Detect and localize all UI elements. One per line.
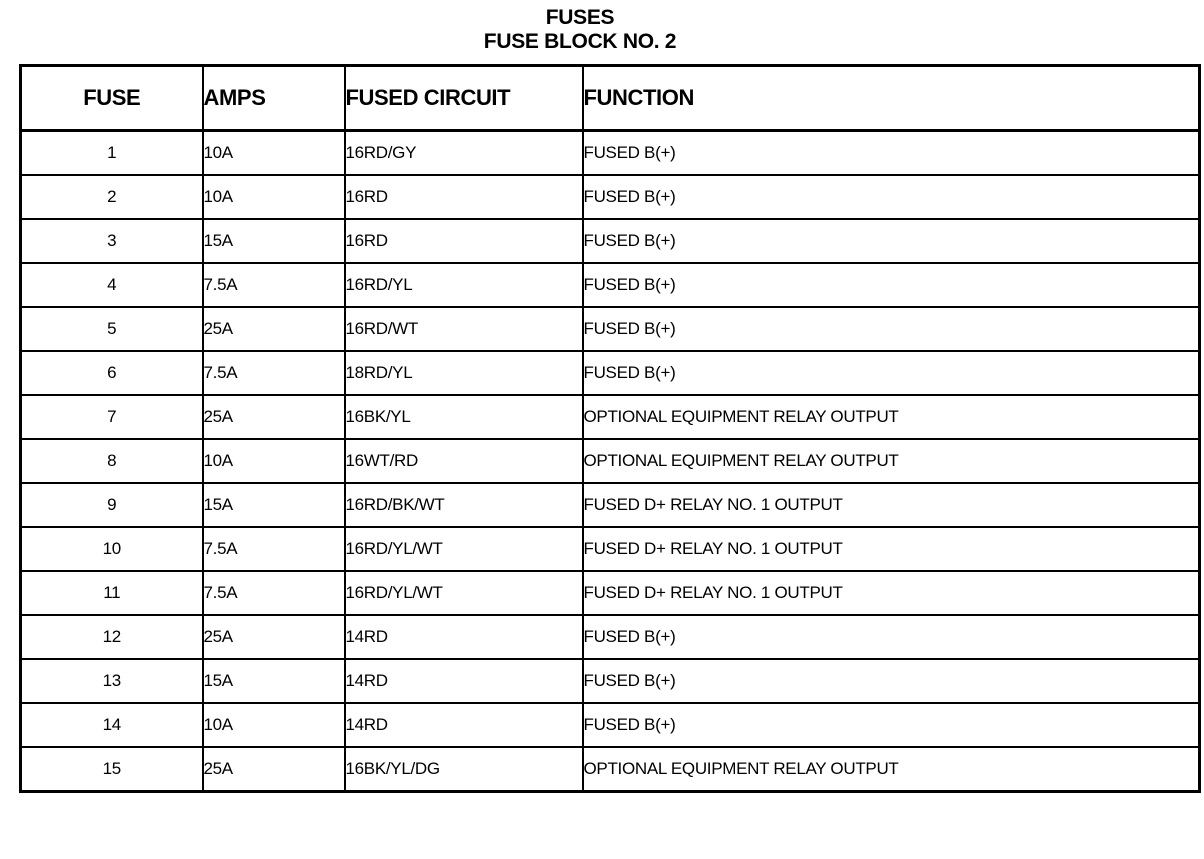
title-line-1: FUSES: [545, 6, 615, 29]
column-header-function: FUNCTION: [583, 66, 1200, 131]
amps-cell: 25A: [203, 747, 345, 792]
fused-circuit-cell: 14RD: [345, 615, 583, 659]
table-row: [21, 263, 1200, 307]
table-row: [21, 395, 1200, 439]
function-cell: FUSED B(+): [583, 659, 1200, 703]
table-row: [21, 351, 1200, 395]
fuse-table-body: [21, 131, 1200, 792]
fused-circuit-cell: 16RD: [345, 219, 583, 263]
title-line-2: FUSE BLOCK NO. 2: [483, 30, 677, 53]
amps-cell: 15A: [203, 483, 345, 527]
function-cell: OPTIONAL EQUIPMENT RELAY OUTPUT: [583, 395, 1200, 439]
amps-cell: 10A: [203, 439, 345, 483]
amps-cell: 10A: [203, 175, 345, 219]
table-row: [21, 571, 1200, 615]
column-header-fuse: FUSE: [21, 66, 203, 131]
fused-circuit-cell: 16WT/RD: [345, 439, 583, 483]
fuse-number-cell: 7: [21, 395, 203, 439]
fused-circuit-cell: 16RD/GY: [345, 131, 583, 176]
function-cell: FUSED D+ RELAY NO. 1 OUTPUT: [583, 483, 1200, 527]
fused-circuit-cell: 16RD/YL/WT: [345, 527, 583, 571]
fused-circuit-cell: 16RD/WT: [345, 307, 583, 351]
column-header-fused-circuit: FUSED CIRCUIT: [345, 66, 583, 131]
fuse-number-cell: 13: [21, 659, 203, 703]
table-row: [21, 747, 1200, 792]
amps-cell: 7.5A: [203, 263, 345, 307]
fuse-table: [19, 64, 1201, 793]
fused-circuit-cell: 18RD/YL: [345, 351, 583, 395]
fused-circuit-cell: 16RD/YL: [345, 263, 583, 307]
table-row: [21, 175, 1200, 219]
table-row: [21, 527, 1200, 571]
fuse-number-cell: 14: [21, 703, 203, 747]
amps-cell: 7.5A: [203, 527, 345, 571]
amps-cell: 7.5A: [203, 571, 345, 615]
amps-cell: 25A: [203, 395, 345, 439]
function-cell: FUSED B(+): [583, 175, 1200, 219]
amps-cell: 25A: [203, 307, 345, 351]
fuse-number-cell: 5: [21, 307, 203, 351]
function-cell: FUSED B(+): [583, 351, 1200, 395]
fused-circuit-cell: 16RD/YL/WT: [345, 571, 583, 615]
fused-circuit-cell: 16BK/YL: [345, 395, 583, 439]
document-title: [0, 6, 1160, 54]
fused-circuit-cell: 16RD: [345, 175, 583, 219]
function-cell: OPTIONAL EQUIPMENT RELAY OUTPUT: [583, 439, 1200, 483]
function-cell: FUSED B(+): [583, 219, 1200, 263]
amps-cell: 25A: [203, 615, 345, 659]
amps-cell: 10A: [203, 131, 345, 176]
amps-cell: 10A: [203, 703, 345, 747]
fuse-number-cell: 6: [21, 351, 203, 395]
function-cell: FUSED B(+): [583, 131, 1200, 176]
fuse-number-cell: 2: [21, 175, 203, 219]
function-cell: FUSED B(+): [583, 615, 1200, 659]
table-row: [21, 703, 1200, 747]
amps-cell: 15A: [203, 219, 345, 263]
fuse-number-cell: 9: [21, 483, 203, 527]
fuse-number-cell: 15: [21, 747, 203, 792]
function-cell: OPTIONAL EQUIPMENT RELAY OUTPUT: [583, 747, 1200, 792]
fuse-number-cell: 4: [21, 263, 203, 307]
function-cell: FUSED B(+): [583, 703, 1200, 747]
table-row: [21, 307, 1200, 351]
fuse-number-cell: 12: [21, 615, 203, 659]
table-row: [21, 483, 1200, 527]
fused-circuit-cell: 14RD: [345, 659, 583, 703]
table-row: [21, 615, 1200, 659]
amps-cell: 7.5A: [203, 351, 345, 395]
function-cell: FUSED D+ RELAY NO. 1 OUTPUT: [583, 571, 1200, 615]
fuse-number-cell: 3: [21, 219, 203, 263]
fused-circuit-cell: 16BK/YL/DG: [345, 747, 583, 792]
fuse-number-cell: 8: [21, 439, 203, 483]
table-row: [21, 439, 1200, 483]
function-cell: FUSED B(+): [583, 263, 1200, 307]
function-cell: FUSED B(+): [583, 307, 1200, 351]
fuse-number-cell: 1: [21, 131, 203, 176]
table-row: [21, 219, 1200, 263]
fused-circuit-cell: 16RD/BK/WT: [345, 483, 583, 527]
table-row: [21, 659, 1200, 703]
fused-circuit-cell: 14RD: [345, 703, 583, 747]
fuse-number-cell: 11: [21, 571, 203, 615]
table-row: [21, 131, 1200, 176]
amps-cell: 15A: [203, 659, 345, 703]
function-cell: FUSED D+ RELAY NO. 1 OUTPUT: [583, 527, 1200, 571]
column-header-amps: AMPS: [203, 66, 345, 131]
table-header-row: [21, 66, 1200, 131]
fuse-number-cell: 10: [21, 527, 203, 571]
